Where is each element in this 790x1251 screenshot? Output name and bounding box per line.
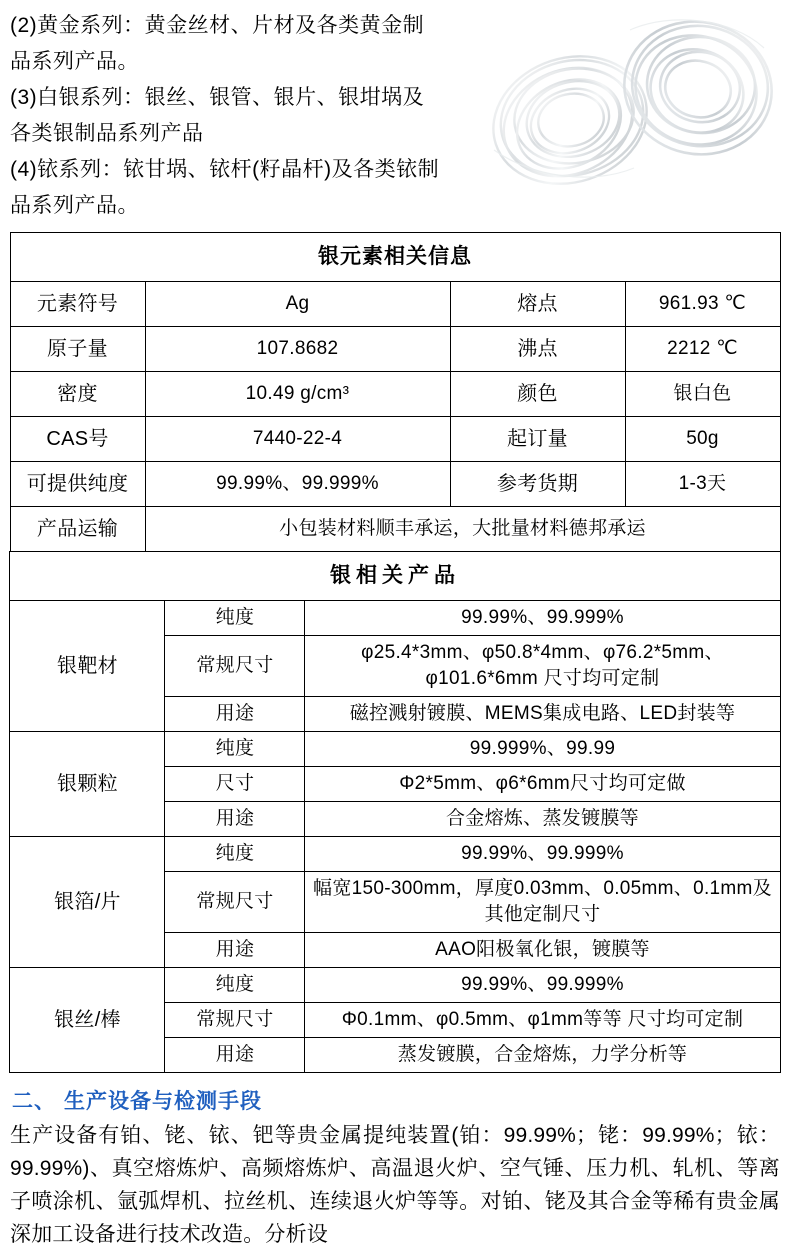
product-value: 99.99%、99.999% bbox=[305, 837, 780, 872]
product-value: 99.999%、99.99 bbox=[305, 732, 780, 767]
table-row bbox=[10, 552, 780, 601]
row-value: 107.8682 bbox=[145, 327, 450, 372]
product-attr: 常规尺寸 bbox=[165, 636, 305, 697]
table-row bbox=[10, 417, 780, 462]
row-value: 10.49 g/cm³ bbox=[145, 372, 450, 417]
row-label-2: 熔点 bbox=[450, 282, 625, 327]
row-value-2: 50g bbox=[625, 417, 780, 462]
product-category: 银丝/棒 bbox=[10, 968, 165, 1073]
product-value: φ25.4*3mm、φ50.8*4mm、φ76.2*5mm、φ101.6*6mm 尺寸均可定制 bbox=[305, 636, 780, 697]
row-value-2: 银白色 bbox=[625, 372, 780, 417]
row-label: 元素符号 bbox=[10, 282, 145, 327]
shipping-label: 产品运输 bbox=[10, 507, 145, 552]
product-value: Φ0.1mm、φ0.5mm、φ1mm等等 尺寸均可定制 bbox=[305, 1003, 780, 1038]
table-row bbox=[10, 233, 780, 282]
product-value: 合金熔炼、蒸发镀膜等 bbox=[305, 802, 780, 837]
product-attr: 纯度 bbox=[165, 968, 305, 1003]
product-category: 银箔/片 bbox=[10, 837, 165, 968]
intro-text bbox=[0, 0, 790, 224]
intro-line-1: (2)黄金系列：黄金丝材、片材及各类黄金制品系列产品。 bbox=[10, 14, 425, 73]
product-attr: 纯度 bbox=[165, 732, 305, 767]
product-attr: 用途 bbox=[165, 933, 305, 968]
product-attr: 纯度 bbox=[165, 837, 305, 872]
row-label-2: 参考货期 bbox=[450, 462, 625, 507]
row-label: 密度 bbox=[10, 372, 145, 417]
product-value: AAO阳极氧化银，镀膜等 bbox=[305, 933, 780, 968]
product-value: 蒸发镀膜，合金熔炼，力学分析等 bbox=[305, 1038, 780, 1073]
section-heading bbox=[12, 1085, 790, 1115]
table-row bbox=[10, 462, 780, 507]
intro-line-2: (3)白银系列：银丝、银管、银片、银坩埚及各类银制品系列产品 bbox=[10, 86, 425, 145]
row-value-2: 2212 ℃ bbox=[625, 327, 780, 372]
table-row bbox=[10, 968, 780, 1003]
product-attr: 用途 bbox=[165, 697, 305, 732]
row-value-2: 1-3天 bbox=[625, 462, 780, 507]
row-value: 7440-22-4 bbox=[145, 417, 450, 462]
product-attr: 用途 bbox=[165, 1038, 305, 1073]
product-value: Φ2*5mm、φ6*6mm尺寸均可定做 bbox=[305, 767, 780, 802]
row-value: Ag bbox=[145, 282, 450, 327]
product-value: 99.99%、99.999% bbox=[305, 601, 780, 636]
table-row bbox=[10, 601, 780, 636]
table-row bbox=[10, 372, 780, 417]
row-label: 原子量 bbox=[10, 327, 145, 372]
section-number: 二、 bbox=[12, 1090, 56, 1113]
product-value: 磁控溅射镀膜、MEMS集成电路、LED封装等 bbox=[305, 697, 780, 732]
silver-element-table bbox=[10, 232, 781, 552]
product-attr: 常规尺寸 bbox=[165, 872, 305, 933]
silver-products-table bbox=[9, 551, 780, 1073]
row-label-2: 起订量 bbox=[450, 417, 625, 462]
table-row bbox=[10, 507, 780, 552]
table-row bbox=[10, 327, 780, 372]
product-category: 银颗粒 bbox=[10, 732, 165, 837]
intro-line-3: (4)铱系列：铱甘埚、铱杆(籽晶杆)及各类铱制品系列产品。 bbox=[10, 158, 440, 217]
row-label-2: 沸点 bbox=[450, 327, 625, 372]
product-value: 99.99%、99.999% bbox=[305, 968, 780, 1003]
table-row bbox=[10, 732, 780, 767]
section-title: 生产设备与检测手段 bbox=[64, 1090, 262, 1113]
row-label-2: 颜色 bbox=[450, 372, 625, 417]
table-row bbox=[10, 837, 780, 872]
product-attr: 常规尺寸 bbox=[165, 1003, 305, 1038]
row-label: CAS号 bbox=[10, 417, 145, 462]
shipping-value: 小包装材料顺丰承运，大批量材料德邦承运 bbox=[145, 507, 780, 552]
table-row bbox=[10, 282, 780, 327]
product-attr: 尺寸 bbox=[165, 767, 305, 802]
row-value-2: 961.93 ℃ bbox=[625, 282, 780, 327]
product-category: 银靶材 bbox=[10, 601, 165, 732]
element-table-title: 银元素相关信息 bbox=[10, 233, 780, 282]
row-value: 99.99%、99.999% bbox=[145, 462, 450, 507]
product-table-title: 银相关产品 bbox=[10, 552, 780, 601]
section-body-text: 生产设备有铂、铑、铱、钯等贵金属提纯装置(铂：99.99%；铑：99.99%；铱：99.99%)、真空熔炼炉、高频熔炼炉、高温退火炉、空气锤、压力机、轧机、等离子喷涂机、氩弧焊机、拉丝机、连续退火炉等等。对铂、铑及其合金等稀有贵金属深加工设备进行技术改造。分析设 bbox=[10, 1124, 780, 1246]
row-label: 可提供纯度 bbox=[10, 462, 145, 507]
product-attr: 用途 bbox=[165, 802, 305, 837]
product-attr: 纯度 bbox=[165, 601, 305, 636]
product-value: 幅宽150-300mm，厚度0.03mm、0.05mm、0.1mm及其他定制尺寸 bbox=[305, 872, 780, 933]
